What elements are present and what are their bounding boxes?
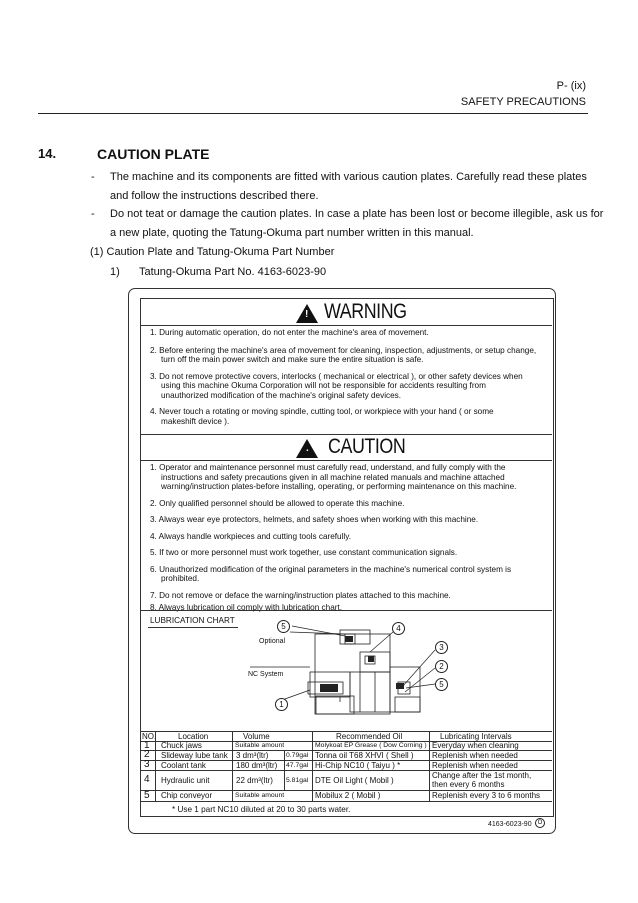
row-3-interval-1: Replenish when needed bbox=[432, 760, 518, 770]
row-1-location: Chuck jaws bbox=[161, 741, 202, 750]
caution-item-1-line-1: 1. Operator and maintenance personnel must carefully read, understand, and fully comply with the bbox=[150, 463, 506, 472]
callout-5-right: 5 bbox=[435, 678, 448, 691]
caution-title: CAUTION bbox=[328, 435, 406, 458]
nc-system-label: NC System bbox=[248, 671, 284, 678]
bullet-1-line-1: The machine and its components are fitted with various caution plates. Carefully read these plates bbox=[110, 171, 587, 183]
subsection-heading: (1) Caution Plate and Tatung-Okuma Part Number bbox=[90, 246, 335, 258]
warning-exclamation: ! bbox=[305, 309, 309, 320]
row-2-interval-1: Replenish when needed bbox=[432, 750, 518, 760]
row-4-location: Hydraulic unit bbox=[161, 775, 210, 785]
caution-item-1-line-3: warning/instruction plates-before installing, operating, or performing maintenance on this machine. bbox=[161, 482, 517, 491]
row-5-location: Chip conveyor bbox=[161, 791, 213, 800]
running-title: SAFETY PRECAUTIONS bbox=[460, 96, 586, 108]
row-1-interval-1: Everyday when cleaning bbox=[432, 741, 519, 750]
page-number: P- (ix) bbox=[556, 80, 586, 92]
row-2-oil: Tonna oil T68 XHVI ( Shell ) bbox=[315, 750, 414, 760]
row-3-oil: Hi-Chip NC10 ( Taiyu ) * bbox=[315, 760, 401, 770]
table-col-rule bbox=[232, 731, 233, 801]
section-title: CAUTION PLATE bbox=[97, 146, 210, 162]
row-4-no: 4 bbox=[144, 774, 150, 785]
item-number: 1) bbox=[110, 266, 120, 278]
callout-1: 1 bbox=[275, 698, 288, 711]
warning-item-4-line-2: makeshift device ). bbox=[161, 416, 230, 426]
row-4-interval-1: Change after the 1st month, bbox=[432, 771, 532, 780]
caution-item-5-line-1: 5. If two or more personnel must work together, use constant communication signals. bbox=[150, 548, 458, 557]
table-header-intervals: Lubricating Intervals bbox=[440, 732, 512, 741]
callout-4: 4 bbox=[392, 622, 405, 635]
bullet-1-line-2: and follow the instructions described there. bbox=[110, 190, 319, 202]
lubrication-chart-title: LUBRICATION CHART bbox=[150, 616, 235, 625]
row-5-no: 5 bbox=[144, 789, 150, 801]
table-col-rule bbox=[312, 731, 313, 801]
row-2-volume: 3 dm³(ltr) bbox=[236, 750, 269, 760]
table-header-volume: Volume bbox=[243, 732, 270, 741]
caution-item-8-line-1: 8. Always lubrication oil comply with lubrication chart. bbox=[150, 603, 343, 612]
row-4-volume: 22 dm³(ltr) bbox=[236, 775, 273, 785]
plate-part-number: 4163-6023-90 bbox=[488, 821, 532, 828]
row-1-no: 1 bbox=[144, 739, 150, 751]
warning-item-3-line-3: unauthorized modification of the machine's original safety devices. bbox=[161, 390, 402, 400]
row-2-volume-gal: 0.79gal bbox=[286, 751, 309, 759]
bullet-2-line-2: a new plate, quoting the Tatung-Okuma part number written in this manual. bbox=[110, 227, 474, 239]
part-number-heading: Tatung-Okuma Part No. 4163-6023-90 bbox=[139, 266, 327, 278]
caution-item-1-line-2: instructions and safety precautions given in all machine related manuals and machine attached bbox=[161, 472, 505, 482]
row-5-oil: Mobilux 2 ( Mobil ) bbox=[315, 791, 381, 800]
warning-item-2-line-1: 2. Before entering the machine's area of movement for cleaning, inspection, adjustments, or setup change, bbox=[150, 345, 537, 355]
row-5-interval-1: Replenish every 3 to 6 months bbox=[432, 791, 541, 800]
warning-rule bbox=[140, 325, 552, 326]
callout-2: 2 bbox=[435, 660, 448, 673]
bullet-dash: - bbox=[91, 208, 95, 220]
warning-item-1-line-1: 1. During automatic operation, do not enter the machine's area of movement. bbox=[150, 328, 429, 337]
table-col-rule bbox=[155, 731, 156, 801]
table-col-rule bbox=[429, 731, 430, 801]
caution-item-6-line-2: prohibited. bbox=[161, 574, 200, 583]
caution-item-3-line-1: 3. Always wear eye protectors, helmets, and safety shoes when working with this machine. bbox=[150, 515, 479, 524]
section-number: 14. bbox=[38, 146, 57, 161]
logo-mark: O bbox=[535, 818, 545, 828]
machine-diagram bbox=[140, 612, 552, 732]
warning-item-3-line-1: 3. Do not remove protective covers, interlocks ( mechanical or electrical ), or other safety devices when bbox=[150, 371, 523, 381]
row-2-no: 2 bbox=[144, 749, 150, 760]
warning-item-4-line-1: 4. Never touch a rotating or moving spindle, cutting tool, or workpiece with your hand ( or some bbox=[150, 407, 494, 416]
row-3-volume-gal: 47.7gal bbox=[286, 761, 309, 769]
row-1-volume: Suitable amount bbox=[235, 742, 285, 749]
caution-mark: . bbox=[306, 443, 309, 454]
row-1-oil: Molykoat EP Grease ( Dow Corning ) bbox=[315, 742, 427, 749]
caution-item-7-line-1: 7. Do not remove or deface the warning/instruction plates attached to this machine. bbox=[150, 590, 451, 600]
table-header-no: NO. bbox=[142, 732, 157, 741]
table-header-oil: Recommended Oil bbox=[336, 732, 403, 741]
callout-3: 3 bbox=[435, 641, 448, 654]
callout-5-top: 5 bbox=[277, 620, 290, 633]
table-bottom-rule bbox=[140, 801, 552, 802]
row-4-volume-gal: 5.81gal bbox=[286, 776, 309, 784]
table-footnote: * Use 1 part NC10 diluted at 20 to 30 parts water. bbox=[172, 805, 351, 814]
row-5-volume: Suitable amount bbox=[235, 792, 285, 799]
caution-rule bbox=[140, 460, 552, 461]
warning-item-2-line-2: turn off the main power switch and make sure the entire situation is safe. bbox=[161, 355, 424, 364]
row-3-location: Coolant tank bbox=[161, 760, 206, 770]
bullet-2-line-1: Do not teat or damage the caution plates. In case a plate has been lost or become illegible, ask us for bbox=[110, 208, 604, 220]
optional-label: Optional bbox=[259, 638, 286, 645]
row-3-volume: 180 dm³(ltr) bbox=[236, 760, 278, 770]
row-4-oil: DTE Oil Light ( Mobil ) bbox=[315, 775, 394, 785]
bullet-dash: - bbox=[91, 171, 95, 183]
caution-item-4-line-1: 4. Always handle workpieces and cutting tools carefully. bbox=[150, 531, 352, 541]
table-header-location: Location bbox=[178, 732, 209, 741]
caution-item-2-line-1: 2. Only qualified personnel should be allowed to operate this machine. bbox=[150, 498, 405, 508]
caution-item-6-line-1: 6. Unauthorized modification of the original parameters in the machine's numerical control system is bbox=[150, 564, 512, 574]
row-2-location: Slideway lube tank bbox=[161, 750, 228, 760]
row-4-interval-2: then every 6 months bbox=[432, 780, 505, 789]
warning-title: WARNING bbox=[324, 300, 407, 323]
table-col-rule bbox=[284, 750, 285, 790]
header-rule bbox=[38, 113, 588, 114]
section-divider bbox=[140, 610, 552, 611]
warning-item-3-line-2: using this machine Okuma Corporation will not be responsible for accidents resulting from bbox=[161, 381, 486, 390]
row-3-no: 3 bbox=[144, 759, 150, 770]
